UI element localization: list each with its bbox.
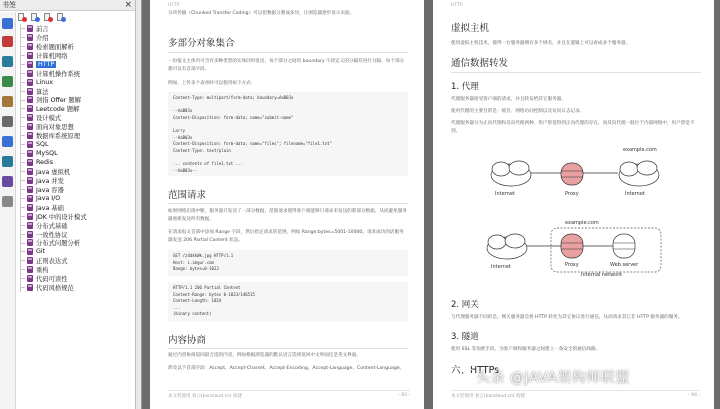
tree-line bbox=[20, 198, 25, 199]
paragraph: 使用虚拟主机技术，使得一台服务器拥有多个域名，并且在逻辑上可以看成多个服务器。 bbox=[451, 41, 631, 46]
tree-line bbox=[20, 117, 25, 118]
paragraph: 涉及以下首部字段：Accept、Accept-Charset、Accept-Encoding、Accept-Language、Content-Language。 bbox=[168, 366, 405, 371]
tree-line bbox=[20, 28, 25, 29]
bookmark-icon bbox=[27, 88, 33, 95]
tree-line bbox=[20, 243, 25, 244]
bookmark-icon bbox=[27, 204, 33, 211]
bookmark-item[interactable] bbox=[17, 221, 135, 230]
bookmark-icon bbox=[27, 150, 33, 157]
tree-line bbox=[20, 180, 25, 181]
section-heading: 通信数据转发 bbox=[451, 58, 509, 69]
bookmark-label: Git bbox=[36, 248, 46, 256]
bookmark-icon bbox=[27, 266, 33, 273]
diagram-label: example.com bbox=[565, 220, 599, 226]
bookmark-label: 计算机网络 bbox=[36, 52, 68, 60]
code-block: HTTP/1.1 206 Partial Content Content-Range: bytes 0-1023/146515 Content-Length: 1024 ... (binary content) bbox=[168, 282, 408, 322]
tree-line bbox=[20, 135, 25, 136]
bookmark-label: 重构 bbox=[36, 267, 49, 275]
subsection-heading: 3. 隧道 bbox=[451, 332, 479, 342]
paragraph: 使用 SSL 等加密手段，为客户端和服务器之间建立一条安全的通信线路。 bbox=[451, 347, 601, 352]
watermark-logo-icon bbox=[461, 369, 474, 382]
bookmark-item[interactable] bbox=[17, 185, 135, 194]
bookmark-item[interactable] bbox=[17, 158, 135, 167]
collapse-bookmark-icon[interactable] bbox=[31, 13, 39, 21]
comment-icon[interactable] bbox=[2, 76, 13, 87]
watermark: 头条 @JAVA架构师联盟 bbox=[476, 370, 630, 386]
tree-line bbox=[20, 55, 25, 56]
bookmark-item[interactable] bbox=[17, 140, 135, 149]
tree-line bbox=[20, 162, 25, 163]
page-footer bbox=[168, 390, 410, 399]
tree-line bbox=[20, 91, 25, 92]
paragraph: 如果网络出现中断，服务器只发送了一部分数据，范围请求使得客户端能够只请求未发送的那部分数据，从而避免服务器重新发送所有数据。 bbox=[168, 209, 407, 222]
bookmark-label: Redis bbox=[36, 159, 53, 167]
tree-line bbox=[20, 234, 25, 235]
bookmark-icon[interactable] bbox=[2, 36, 13, 47]
bookmark-label: 设计模式 bbox=[36, 115, 62, 123]
bookmark-item[interactable] bbox=[17, 78, 135, 87]
tree-line bbox=[20, 100, 25, 101]
bookmark-icon bbox=[27, 213, 33, 220]
bookmark-label: 介绍 bbox=[36, 34, 49, 42]
bookmark-label: Java 并发 bbox=[36, 177, 64, 185]
bookmark-item[interactable] bbox=[17, 149, 135, 158]
bookmark-item[interactable] bbox=[17, 167, 135, 176]
bookmark-list bbox=[17, 24, 135, 292]
bookmark-label: 数据库系统原理 bbox=[36, 133, 81, 141]
diagram-label: Web server bbox=[610, 262, 639, 268]
section-heading: 虚拟主机 bbox=[451, 23, 490, 34]
bookmark-label: 一致性协议 bbox=[36, 231, 68, 239]
bookmark-icon bbox=[27, 114, 33, 121]
page-footer bbox=[451, 390, 700, 399]
layers-icon[interactable] bbox=[2, 56, 13, 67]
diagram-label: example.com bbox=[623, 147, 657, 153]
paragraph: 代理服务器接受客户端的请求，并且转发给其它服务器。 bbox=[451, 97, 566, 102]
bookmark-item[interactable] bbox=[17, 33, 135, 42]
bookmark-label: HTTP bbox=[38, 60, 55, 68]
running-head: HTTP bbox=[168, 3, 180, 8]
diagram-label: Internet bbox=[491, 264, 511, 270]
bookmark-item[interactable] bbox=[17, 203, 135, 212]
document-page-right bbox=[433, 0, 714, 409]
tree-line bbox=[20, 287, 25, 288]
bookmark-panel-header bbox=[0, 0, 135, 11]
footer-left: 本文档使用 看云(kancloud.cn) 构建 bbox=[451, 394, 525, 399]
bookmark-icon bbox=[27, 168, 33, 175]
attachment-icon[interactable] bbox=[2, 116, 13, 127]
bookmark-icon bbox=[27, 25, 33, 32]
bookmark-label: JDK 中的设计模式 bbox=[36, 213, 87, 221]
diagram-label: Proxy bbox=[565, 262, 579, 268]
bookmark-icon bbox=[27, 159, 33, 166]
bookmark-label: Java I/O bbox=[36, 194, 61, 202]
bookmark-label: 计算机操作系统 bbox=[36, 70, 81, 78]
bookmark-label: SQL bbox=[36, 141, 49, 149]
bookmark-item[interactable] bbox=[17, 239, 135, 248]
bookmark-label: Java 虚拟机 bbox=[36, 168, 71, 176]
panel-resize-handle[interactable] bbox=[136, 0, 142, 409]
tree-line bbox=[20, 73, 25, 74]
bookmark-panel-title: 书签 bbox=[2, 1, 16, 9]
tree-line bbox=[20, 108, 25, 109]
bookmark-item[interactable] bbox=[17, 194, 135, 203]
tree-line bbox=[20, 82, 25, 83]
bookmark-icon bbox=[27, 284, 33, 291]
signature-icon[interactable] bbox=[2, 96, 13, 107]
bookmark-item[interactable] bbox=[17, 60, 135, 69]
delete-bookmark-icon[interactable] bbox=[57, 13, 65, 21]
bookmark-label: 代码风格规范 bbox=[36, 285, 74, 293]
bookmark-icon bbox=[27, 222, 33, 229]
tree-line bbox=[20, 171, 25, 172]
page-number: - 93 - bbox=[398, 393, 410, 398]
diagram-label: Internet bbox=[625, 191, 645, 197]
bookmark-label: Leetcode 题解 bbox=[36, 106, 80, 114]
bookmark-label: 剑指 Offer 题解 bbox=[36, 97, 81, 105]
bookmark-item[interactable] bbox=[17, 69, 135, 78]
divider bbox=[168, 52, 408, 53]
paragraph: 代理服务器分为正向代理和反向代理两种，用户察觉得到正向代理的存在，而反向代理一般位于内部网络中，用户察觉不到。 bbox=[451, 121, 695, 134]
link-icon[interactable] bbox=[2, 136, 13, 147]
bookmark-icon bbox=[27, 186, 33, 193]
tree-line bbox=[20, 153, 25, 154]
bookmark-icon bbox=[27, 195, 33, 202]
tree-line bbox=[20, 251, 25, 252]
code-block: Content-Type: multipart/form-data; boundary=AaB03x --AaB03x Content-Disposition: form-data; name="submit-name" Larry --AaB03x Content-Disposition: form-data; name="files"; filename="file1.txt" Content-Type: text/plain ... contents of file1.txt ... --AaB03x-- bbox=[168, 92, 408, 176]
close-icon[interactable]: × bbox=[124, 0, 132, 10]
bookmark-item[interactable] bbox=[17, 113, 135, 122]
bookmark-icon bbox=[27, 96, 33, 103]
diagram-label: Internal network bbox=[581, 272, 623, 278]
section-heading: 六、HTTPs bbox=[451, 365, 500, 376]
bookmark-item[interactable] bbox=[17, 247, 135, 256]
tree-line bbox=[20, 189, 25, 190]
tree-line bbox=[20, 278, 25, 279]
expand-bookmark-icon[interactable] bbox=[18, 13, 26, 21]
bookmark-icon bbox=[27, 231, 33, 238]
bookmark-item[interactable] bbox=[17, 176, 135, 185]
subsection-heading: 1. 代理 bbox=[451, 82, 479, 92]
code-block: GET /z4d4kWk.jpg HTTP/1.1 Host: i.imgur.com Range: bytes=0-1023 bbox=[168, 250, 408, 276]
section-heading: 范围请求 bbox=[168, 190, 207, 201]
paragraph: 通过内容协商返回最合适的内容，例如根据浏览器的默认语言选择返回中文界面还是英文界面。 bbox=[168, 353, 361, 358]
divider bbox=[168, 348, 408, 349]
bookmark-label: Java 容器 bbox=[36, 186, 64, 194]
bookmark-icon bbox=[27, 34, 33, 41]
bookmark-label: 分布式问题分析 bbox=[36, 240, 81, 248]
bookmark-item[interactable] bbox=[17, 230, 135, 239]
footer-left: 本文档使用 看云(kancloud.cn) 构建 bbox=[168, 394, 242, 399]
bookmark-item[interactable] bbox=[17, 274, 135, 283]
bookmark-label: 前言 bbox=[36, 25, 49, 33]
bookmark-icon bbox=[27, 70, 33, 77]
bookmark-item[interactable] bbox=[17, 122, 135, 131]
subsection-heading: 2. 网关 bbox=[451, 300, 479, 310]
bookmark-icon bbox=[27, 141, 33, 148]
tree-line bbox=[20, 126, 25, 127]
paragraph: 分块传输（Chunked Transfer Coding）可以把数据分割成多块，让浏览器逐步显示页面。 bbox=[168, 11, 355, 16]
bookmark-icon bbox=[27, 275, 33, 282]
bookmark-label: 检索题面解析 bbox=[36, 43, 74, 51]
forward-proxy-diagram bbox=[473, 143, 693, 205]
page-number: - 94 - bbox=[688, 393, 700, 398]
paragraph: 与代理服务器不同的是，网关服务器会将 HTTP 转化为其它协议进行通信，从而请求其它非 HTTP 服务器的服务。 bbox=[451, 315, 683, 320]
bookmark-label: Java 基础 bbox=[36, 204, 64, 212]
bookmark-icon bbox=[27, 257, 33, 264]
bookmark-label: 分布式基础 bbox=[36, 222, 68, 230]
paragraph: 例如，上传多个表单时可以使用如下方式： bbox=[168, 81, 256, 86]
tree-line bbox=[20, 225, 25, 226]
bookmark-icon bbox=[27, 105, 33, 112]
tree-line bbox=[20, 260, 25, 261]
paragraph: 使用代理的主要目的是：缓存、网络访问控制以及访问日志记录。 bbox=[451, 109, 585, 114]
bookmark-panel bbox=[0, 0, 136, 409]
bookmark-item[interactable] bbox=[17, 51, 135, 60]
running-head: HTTP bbox=[451, 3, 463, 8]
diagram-label: Internet bbox=[495, 191, 515, 197]
bookmark-icon bbox=[27, 239, 33, 246]
tree-line bbox=[20, 46, 25, 47]
bookmark-icon bbox=[27, 248, 33, 255]
tree-line bbox=[20, 37, 25, 38]
bookmark-icon bbox=[27, 132, 33, 139]
bookmark-item[interactable] bbox=[17, 87, 135, 96]
bookmark-item[interactable] bbox=[17, 265, 135, 274]
divider bbox=[168, 203, 408, 204]
bookmark-icon bbox=[27, 123, 33, 130]
tree-line bbox=[20, 144, 25, 145]
bookmark-label: 代码可读性 bbox=[36, 276, 68, 284]
search-icon[interactable] bbox=[2, 156, 13, 167]
page-thumbnail-icon[interactable] bbox=[2, 18, 13, 29]
paragraph: 一份报文主体内可含有多种类型的实体同时发送，每个部分之间用 boundary 字段定义的分隔符进行分隔，每个部分都可以有首部字段。 bbox=[168, 59, 405, 72]
paragraph: 在请求报文首部中添加 Range 字段，然后指定请求的范围，例如 Range:bytes=5001-10000。请求成功的话服务器发送 206 Partial Content 状态。 bbox=[168, 230, 404, 243]
bookmark-icon bbox=[27, 43, 33, 50]
add-bookmark-icon[interactable] bbox=[44, 13, 52, 21]
document-page-left bbox=[150, 0, 424, 409]
bookmark-item[interactable] bbox=[17, 256, 135, 265]
bookmark-icon bbox=[27, 52, 33, 59]
bookmark-item[interactable] bbox=[17, 24, 135, 33]
settings-icon[interactable] bbox=[2, 196, 13, 207]
side-tool-strip bbox=[0, 12, 16, 409]
bookmark-item[interactable] bbox=[17, 104, 135, 113]
bookmark-item[interactable] bbox=[17, 131, 135, 140]
bookmark-icon bbox=[27, 61, 33, 68]
bookmark-label: Linux bbox=[36, 78, 53, 86]
bookmark-item[interactable] bbox=[17, 212, 135, 221]
bookmark-item[interactable] bbox=[17, 42, 135, 51]
diagram-label: Proxy bbox=[565, 191, 579, 197]
bookmark-icon bbox=[27, 177, 33, 184]
tree-line bbox=[20, 64, 25, 65]
bookmark-label: 算法 bbox=[36, 88, 49, 96]
bookmark-label: 正则表达式 bbox=[36, 258, 68, 266]
bookmark-icon bbox=[27, 79, 33, 86]
bookmark-label: 面向对象思想 bbox=[36, 124, 74, 132]
tree-line bbox=[20, 216, 25, 217]
tree-line bbox=[20, 207, 25, 208]
reverse-proxy-diagram bbox=[473, 216, 693, 278]
divider bbox=[451, 72, 701, 73]
bookmark-item[interactable] bbox=[17, 283, 135, 292]
bookmark-toolbar bbox=[0, 11, 136, 23]
bookmark-item[interactable] bbox=[17, 96, 135, 105]
tag-icon[interactable] bbox=[2, 176, 13, 187]
bookmark-label: MySQL bbox=[36, 150, 58, 158]
section-heading: 内容协商 bbox=[168, 335, 207, 346]
section-heading: 多部分对象集合 bbox=[168, 38, 235, 49]
tree-line bbox=[20, 269, 25, 270]
